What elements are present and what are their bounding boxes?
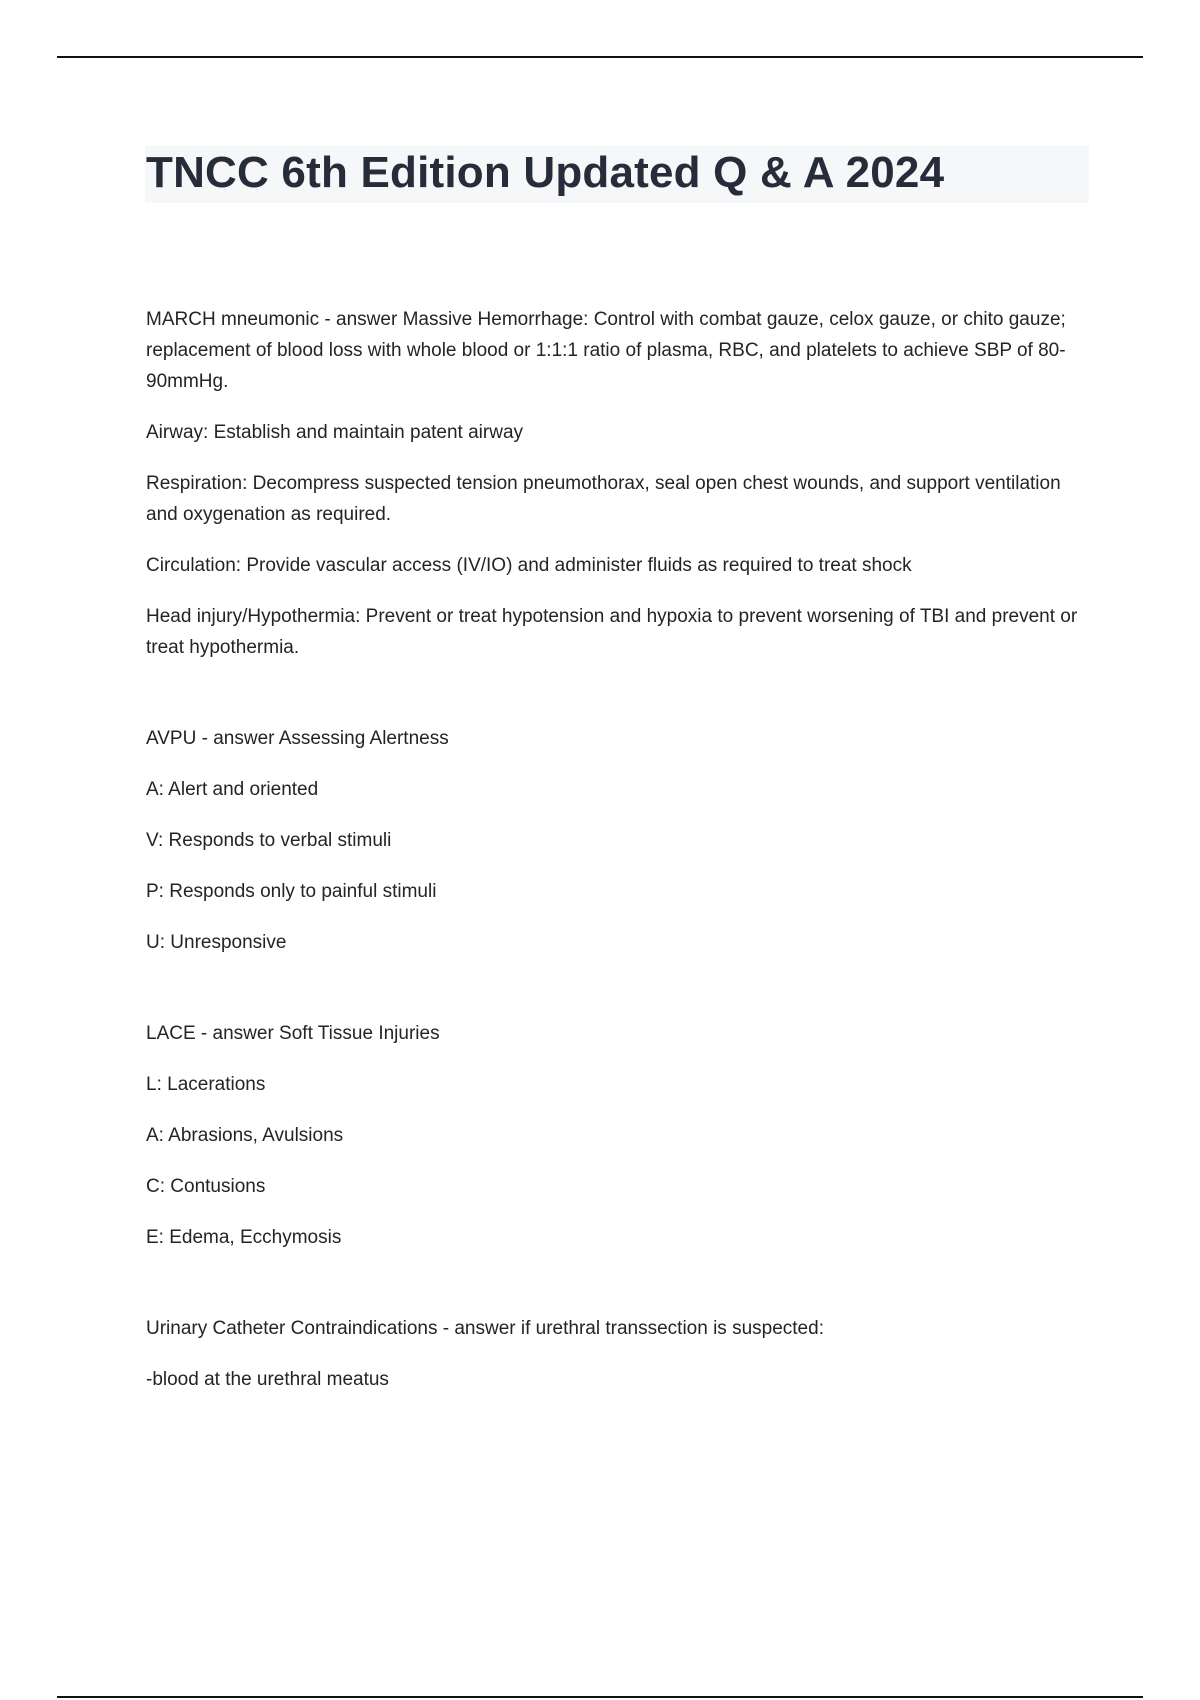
qa-urinary-catheter-question: Urinary Catheter Contraindications - answer if urethral transsection is suspected:	[146, 1318, 824, 1339]
qa-lace-abrasions: A: Abrasions, Avulsions	[146, 1125, 344, 1146]
document-title: TNCC 6th Edition Updated Q & A 2024	[146, 148, 945, 197]
qa-march-circulation: Circulation: Provide vascular access (IV/IO) and administer fluids as required to treat shock	[146, 555, 912, 576]
qa-march-airway: Airway: Establish and maintain patent airway	[146, 422, 524, 443]
document-body	[146, 304, 1091, 1415]
qa-lace-edema: E: Edema, Ecchymosis	[146, 1227, 342, 1248]
qa-urinary-catheter	[146, 1313, 1091, 1395]
footer-rule	[57, 1696, 1143, 1698]
qa-lace	[146, 1018, 1091, 1253]
qa-march-respiration: Respiration: Decompress suspected tension pneumothorax, seal open chest wounds, and support ventilation and oxygenation as required.	[146, 473, 1061, 525]
qa-avpu-question: AVPU - answer Assessing Alertness	[146, 728, 449, 749]
qa-avpu-alert: A: Alert and oriented	[146, 779, 319, 800]
qa-avpu-verbal: V: Responds to verbal stimuli	[146, 830, 392, 851]
qa-march-question: MARCH mneumonic - answer Massive Hemorrhage: Control with combat gauze, celox gauze, or chito gauze; replacement of blood loss with whole blood or 1:1:1 ratio of plasma, RBC, and platelets to achieve SBP of 80-90mmHg.	[146, 309, 1066, 392]
qa-lace-question: LACE - answer Soft Tissue Injuries	[146, 1023, 440, 1044]
qa-avpu	[146, 723, 1091, 958]
qa-avpu-unresponsive: U: Unresponsive	[146, 932, 287, 953]
qa-lace-contusions: C: Contusions	[146, 1176, 266, 1197]
qa-urinary-catheter-blood: -blood at the urethral meatus	[146, 1369, 389, 1390]
qa-lace-lacerations: L: Lacerations	[146, 1074, 266, 1095]
qa-march-head-injury: Head injury/Hypothermia: Prevent or treat hypotension and hypoxia to prevent worsening of TBI and prevent or treat hypothermia.	[146, 606, 1078, 658]
qa-march	[146, 304, 1091, 663]
qa-avpu-painful: P: Responds only to painful stimuli	[146, 881, 437, 902]
header-rule	[57, 56, 1143, 58]
